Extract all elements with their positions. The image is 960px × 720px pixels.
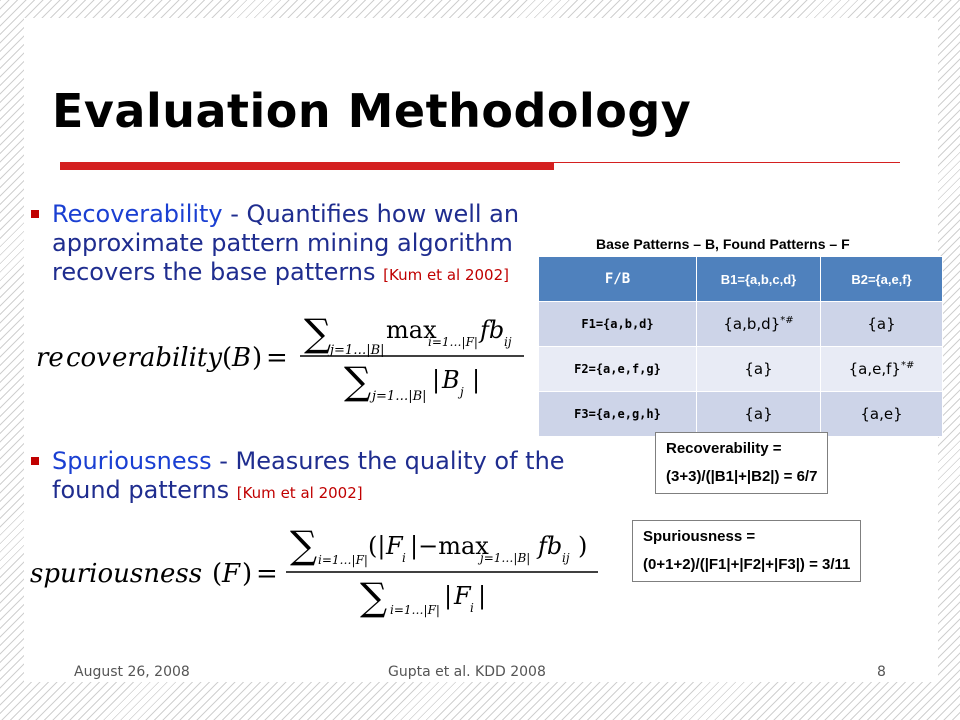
bullet-recoverability (52, 200, 577, 290)
cell-value: {a} (744, 405, 773, 423)
svg-text:re: re (36, 343, 64, 373)
svg-text:F: F (454, 582, 471, 610)
svg-text:spuriousness: spuriousness (30, 559, 203, 589)
svg-text:fb: fb (538, 532, 563, 560)
cell-mark: *# (900, 360, 915, 371)
svg-text:ij: ij (504, 335, 512, 349)
row-label: F3={a,e,g,h} (539, 392, 697, 437)
svg-text:fb: fb (480, 316, 505, 344)
cell-mark: *# (780, 315, 794, 326)
bullet-description: - Measures the quality of the found patterns (52, 447, 565, 504)
svg-text:B: B (232, 343, 252, 373)
table-row (539, 347, 943, 392)
spuriousness-formula (30, 518, 610, 618)
box-value: (3+3)/(|B1|+|B2|) = 6/7 (666, 468, 818, 485)
title-underline-line (554, 162, 900, 163)
bullet-citation: [Kum et al 2002] (236, 484, 363, 502)
bullet-term: Recoverability (52, 200, 223, 228)
bullet-spuriousness (52, 447, 592, 508)
svg-text:i=1…|F|: i=1…|F| (318, 553, 368, 567)
svg-text:erability: erability (112, 343, 223, 373)
table-row (539, 392, 943, 437)
row-label: F2={a,e,f,g} (539, 347, 697, 392)
footer-page-number: 8 (877, 664, 886, 680)
table-cell (821, 392, 943, 437)
svg-text:|: | (432, 366, 441, 394)
bullet-description: - Quantifies how well an approximate pattern mining algorithm recovers the base patterns (52, 200, 520, 286)
svg-text:j=1…|B|: j=1…|B| (480, 551, 531, 565)
box-label: Spuriousness = (643, 528, 756, 545)
svg-text:i: i (402, 551, 406, 565)
svg-text:i: i (470, 601, 474, 615)
svg-text:(: ( (222, 343, 233, 373)
svg-text:|−max: |−max (410, 532, 489, 560)
table-header-row (539, 257, 943, 302)
svg-text:=: = (266, 343, 288, 373)
svg-text:j: j (460, 385, 464, 399)
table-header-cell: B1={a,b,c,d} (697, 257, 821, 302)
svg-text:max: max (386, 316, 437, 344)
svg-text:): ) (252, 343, 263, 373)
table-row (539, 302, 943, 347)
spuriousness-result-box (632, 520, 861, 582)
svg-text:(|: (| (368, 532, 386, 560)
svg-text:i=1…|F|: i=1…|F| (428, 335, 478, 349)
svg-text:=: = (256, 559, 278, 589)
svg-text:∑: ∑ (304, 311, 332, 355)
slide-title: Evaluation Methodology (52, 84, 692, 138)
table-cell (697, 392, 821, 437)
svg-text:): ) (578, 532, 588, 560)
footer-venue: Gupta et al. KDD 2008 (388, 664, 546, 680)
cell-value: {a} (744, 360, 773, 378)
table-cell (821, 302, 943, 347)
table-header-cell: F/B (539, 257, 697, 302)
svg-text:F: F (222, 559, 241, 589)
pattern-table (538, 256, 943, 437)
svg-text:|: | (472, 366, 481, 394)
recoverability-result-box (655, 432, 828, 494)
box-value: (0+1+2)/(|F1|+|F2|+|F3|) = 3/11 (643, 556, 851, 573)
cell-value: {a,e} (860, 405, 903, 423)
box-label: Recoverability = (666, 440, 782, 457)
table-header-cell: B2={a,e,f} (821, 257, 943, 302)
table-cell (697, 302, 821, 347)
bullet-citation: [Kum et al 2002] (383, 266, 509, 284)
svg-text:(: ( (212, 559, 223, 589)
cell-value: {a,b,d} (723, 315, 781, 333)
svg-text:|: | (444, 582, 453, 610)
svg-text:j=1…|B|: j=1…|B| (330, 343, 385, 358)
title-underline-bar (60, 162, 554, 170)
svg-text:j=1…|B|: j=1…|B| (372, 389, 427, 404)
svg-text:|: | (478, 582, 487, 610)
svg-text:ij: ij (562, 551, 570, 565)
table-cell (697, 347, 821, 392)
table-title: Base Patterns – B, Found Patterns – F (596, 236, 850, 252)
svg-text:): ) (242, 559, 253, 589)
svg-text:∑: ∑ (360, 575, 388, 618)
recoverability-formula (32, 308, 532, 408)
footer-date: August 26, 2008 (74, 664, 190, 680)
bullet-term: Spuriousness (52, 447, 212, 475)
svg-text:∑: ∑ (290, 523, 318, 567)
cell-value: {a,e,f} (848, 360, 901, 378)
bullet-icon (31, 457, 39, 465)
svg-text:∑: ∑ (344, 359, 372, 403)
svg-text:cov: cov (66, 343, 111, 373)
row-label: F1={a,b,d} (539, 302, 697, 347)
bullet-icon (31, 210, 39, 218)
svg-text:F: F (386, 532, 403, 560)
table-cell (821, 347, 943, 392)
cell-value: {a} (867, 315, 896, 333)
svg-text:B: B (442, 366, 460, 394)
svg-text:i=1…|F|: i=1…|F| (390, 603, 440, 617)
